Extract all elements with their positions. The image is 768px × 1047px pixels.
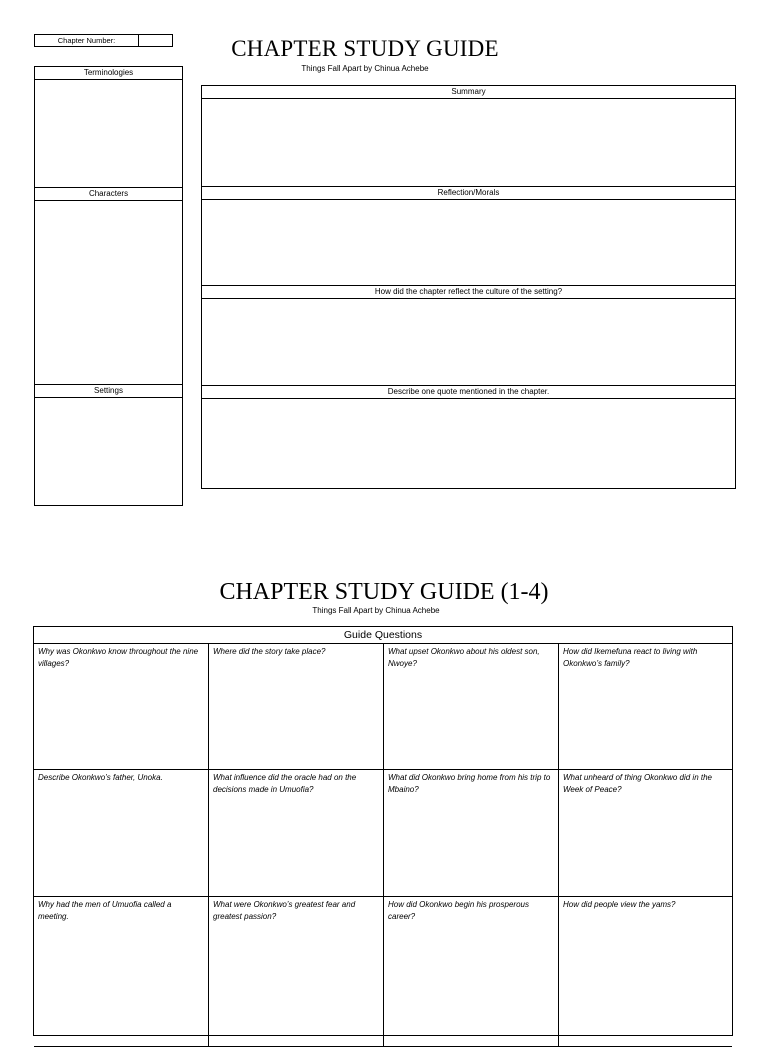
reflection-header: Reflection/Morals [202, 186, 735, 200]
chapter-number-label: Chapter Number: [35, 35, 139, 46]
question-cell: What upset Okonkwo about his oldest son, Nwoye? [384, 644, 559, 770]
culture-header: How did the chapter reflect the culture of the setting? [202, 285, 735, 299]
question-cell: How did people view the yams? [559, 897, 732, 1047]
right-column-box [201, 85, 736, 489]
question-cell: What influence did the oracle had on the decisions made in Umuofia? [209, 770, 384, 897]
characters-header: Characters [35, 187, 182, 201]
quote-header: Describe one quote mentioned in the chapter. [202, 385, 735, 399]
question-cell: Why had the men of Umuofia called a meeting. [34, 897, 209, 1047]
left-column-box [34, 66, 183, 506]
page-subtitle: Things Fall Apart by Chinua Achebe [301, 64, 429, 73]
guide-table-header: Guide Questions [34, 627, 732, 644]
question-cell: How did Ikemefuna react to living with Okonkwo’s family? [559, 644, 732, 770]
summary-header: Summary [202, 86, 735, 99]
question-cell: Why was Okonkwo know throughout the nine villages? [34, 644, 209, 770]
question-cell: What were Okonkwo’s greatest fear and greatest passion? [209, 897, 384, 1047]
question-cell: What did Okonkwo bring home from his trip to Mbaino? [384, 770, 559, 897]
guide-questions-table [33, 626, 733, 1036]
page-title: CHAPTER STUDY GUIDE [231, 36, 499, 61]
question-cell: How did Okonkwo begin his prosperous career? [384, 897, 559, 1047]
terminologies-header: Terminologies [35, 67, 182, 80]
guide-subtitle: Things Fall Apart by Chinua Achebe [312, 606, 440, 615]
question-cell: Where did the story take place? [209, 644, 384, 770]
question-cell: What unheard of thing Okonkwo did in the Week of Peace? [559, 770, 732, 897]
question-cell: Describe Okonkwo’s father, Unoka. [34, 770, 209, 897]
settings-header: Settings [35, 384, 182, 398]
guide-title: CHAPTER STUDY GUIDE (1-4) [219, 579, 549, 605]
